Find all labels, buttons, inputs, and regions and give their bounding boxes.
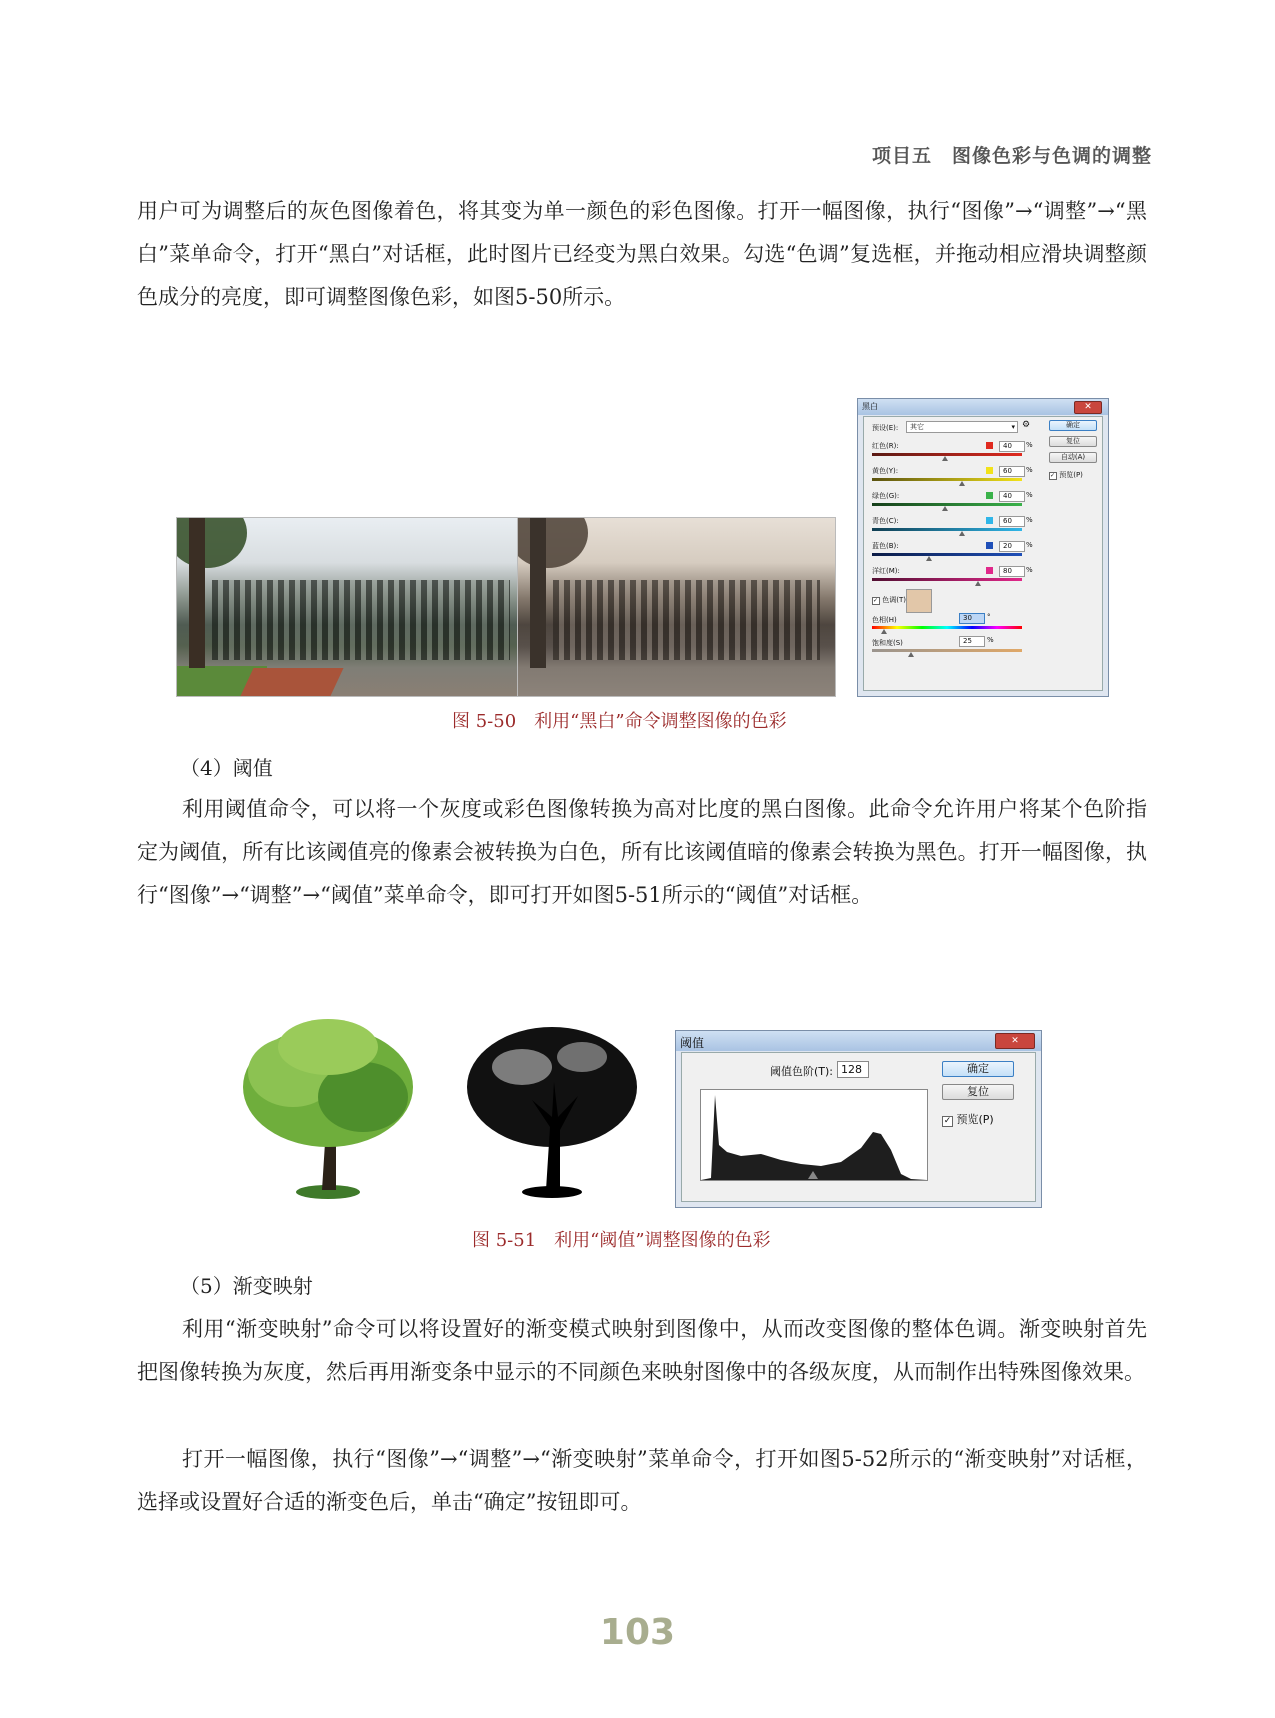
figure-caption-5-51: 图 5-51 利用“阈值”调整图像的色彩 — [472, 1230, 771, 1251]
saturation-label: 饱和度(S) — [872, 639, 903, 647]
preview-checkbox[interactable] — [942, 1111, 994, 1127]
tint-color-swatch[interactable] — [906, 589, 932, 613]
color-slider-label: 黄色(Y): — [872, 467, 899, 475]
color-swatch — [986, 442, 993, 449]
dialog-body — [681, 1052, 1036, 1202]
color-swatch — [986, 517, 993, 524]
paragraph-threshold: 利用阈值命令，可以将一个灰度或彩色图像转换为高对比度的黑白图像。此命令允许用户将某个色阶指定为阈值，所有比该阈值亮的像素会被转换为白色，所有比该阈值暗的像素会转换为黑色。打开一幅图像，执行“图像”→“调整”→“阈值”菜单命令，即可打开如图5-51所示的“阈值”对话框。 — [137, 797, 1147, 907]
color-swatch — [986, 542, 993, 549]
color-slider-label: 绿色(G): — [872, 492, 900, 500]
threshold-dialog — [675, 1030, 1042, 1208]
page-number: 103 — [599, 1612, 676, 1653]
color-slider-track[interactable] — [872, 553, 1022, 556]
close-icon[interactable]: ✕ — [995, 1033, 1035, 1049]
gear-icon[interactable]: ⚙ — [1022, 420, 1031, 430]
color-slider-thumb[interactable] — [942, 506, 948, 511]
color-slider-track[interactable] — [872, 478, 1022, 481]
saturation-slider-thumb[interactable] — [908, 652, 914, 657]
color-slider-thumb[interactable] — [959, 531, 965, 536]
threshold-level-label: 阈值色阶(T): — [770, 1065, 834, 1078]
ok-button[interactable]: 确定 — [942, 1061, 1014, 1077]
hue-label: 色相(H) — [872, 616, 897, 624]
paragraph-gradient-map-steps: 打开一幅图像，执行“图像”→“调整”→“渐变映射”菜单命令，打开如图5-52所示的“渐变映射”对话框，选择或设置好合适的渐变色后，单击“确定”按钮即可。 — [137, 1447, 1147, 1514]
color-value-input[interactable]: 60 — [999, 516, 1025, 527]
canopy-highlight — [557, 1042, 607, 1072]
color-slider-label: 洋红(M): — [872, 567, 900, 575]
color-swatch — [986, 467, 993, 474]
color-slider-thumb[interactable] — [959, 481, 965, 486]
ok-button[interactable]: 确定 — [1049, 420, 1097, 431]
color-value-input[interactable]: 20 — [999, 541, 1025, 552]
dialog-title: 黑白 — [862, 402, 878, 411]
preview-checkbox[interactable] — [1049, 470, 1083, 480]
black-white-dialog — [857, 398, 1109, 697]
tinted-sepia-photo — [517, 517, 836, 697]
color-slider-label: 红色(R): — [872, 442, 899, 450]
histogram-area — [701, 1095, 927, 1180]
color-value-input[interactable]: 40 — [999, 441, 1025, 452]
color-slider-thumb[interactable] — [926, 556, 932, 561]
percent-unit: % — [1026, 541, 1033, 549]
preset-select[interactable] — [906, 421, 1018, 433]
preset-value: 其它 — [910, 423, 924, 431]
color-slider-label: 青色(C): — [872, 517, 899, 525]
hue-slider-thumb[interactable] — [881, 629, 887, 634]
checkmark-icon: ✓ — [873, 597, 879, 604]
figure-caption-5-50: 图 5-50 利用“黑白”命令调整图像的色彩 — [452, 711, 787, 732]
saturation-slider-track[interactable] — [872, 649, 1022, 652]
checkmark-icon: ✓ — [1050, 472, 1056, 479]
color-slider-thumb[interactable] — [942, 456, 948, 461]
chevron-down-icon: ▾ — [1011, 423, 1015, 431]
reset-button[interactable]: 复位 — [942, 1084, 1014, 1100]
percent-unit: % — [1026, 441, 1033, 449]
histogram-chart — [701, 1090, 927, 1180]
threshold-tree-image — [462, 1012, 642, 1202]
section-heading-threshold: （4）阈值 — [180, 756, 273, 780]
dialog-title: 阈值 — [680, 1036, 705, 1050]
reset-button[interactable]: 复位 — [1049, 436, 1097, 447]
threshold-slider-thumb[interactable] — [808, 1171, 818, 1179]
color-swatch — [986, 492, 993, 499]
preview-label: 预览(P) — [956, 1113, 994, 1126]
auto-button[interactable]: 自动(A) — [1049, 452, 1097, 463]
canopy-highlight — [492, 1049, 552, 1085]
tint-checkbox[interactable] — [872, 595, 906, 605]
percent-unit: % — [1026, 466, 1033, 474]
histogram — [700, 1089, 928, 1181]
color-value-input[interactable]: 80 — [999, 566, 1025, 577]
paragraph-intro: 用户可为调整后的灰色图像着色，将其变为单一颜色的彩色图像。打开一幅图像，执行“图像”→“调整”→“黑白”菜单命令，打开“黑白”对话框，此时图片已经变为黑白效果。勾选“色调”复选框，并拖动相应滑块调整颜色成分的亮度，即可调整图像色彩，如图5-50所示。 — [137, 199, 1147, 309]
saturation-input[interactable]: 25 — [959, 636, 985, 647]
color-slider-thumb[interactable] — [975, 581, 981, 586]
color-slider-track[interactable] — [872, 528, 1022, 531]
color-value-input[interactable]: 60 — [999, 466, 1025, 477]
color-slider-label: 蓝色(B): — [872, 542, 899, 550]
tree-canopy-top — [278, 1019, 378, 1075]
checkmark-icon: ✓ — [943, 1116, 952, 1126]
green-tree-image — [238, 1012, 418, 1202]
running-header: 项目五 图像色彩与色调的调整 — [871, 145, 1152, 167]
dialog-titlebar — [858, 399, 1108, 415]
dialog-body — [863, 416, 1103, 691]
tint-label: 色调(T) — [882, 596, 906, 604]
preview-label: 预览(P) — [1059, 471, 1083, 479]
close-icon[interactable]: ✕ — [1074, 401, 1102, 414]
percent-unit: % — [1026, 491, 1033, 499]
color-slider-track[interactable] — [872, 578, 1022, 581]
percent-unit: % — [1026, 516, 1033, 524]
section-heading-gradient-map: （5）渐变映射 — [180, 1274, 313, 1298]
preset-label: 预设(E): — [872, 424, 899, 432]
original-color-photo — [176, 517, 526, 697]
hue-input[interactable]: 30 — [959, 613, 985, 624]
color-value-input[interactable]: 40 — [999, 491, 1025, 502]
saturation-unit: % — [987, 636, 994, 644]
paragraph-gradient-map: 利用“渐变映射”命令可以将设置好的渐变模式映射到图像中，从而改变图像的整体色调。渐变映射首先把图像转换为灰度，然后再用渐变条中显示的不同颜色来映射图像中的各级灰度，从而制作出特殊图像效果。 — [137, 1317, 1147, 1384]
hue-slider-track[interactable] — [872, 626, 1022, 629]
color-swatch — [986, 567, 993, 574]
dialog-titlebar — [676, 1031, 1041, 1051]
threshold-level-input[interactable]: 128 — [837, 1061, 869, 1078]
hue-unit: ° — [987, 613, 991, 621]
percent-unit: % — [1026, 566, 1033, 574]
